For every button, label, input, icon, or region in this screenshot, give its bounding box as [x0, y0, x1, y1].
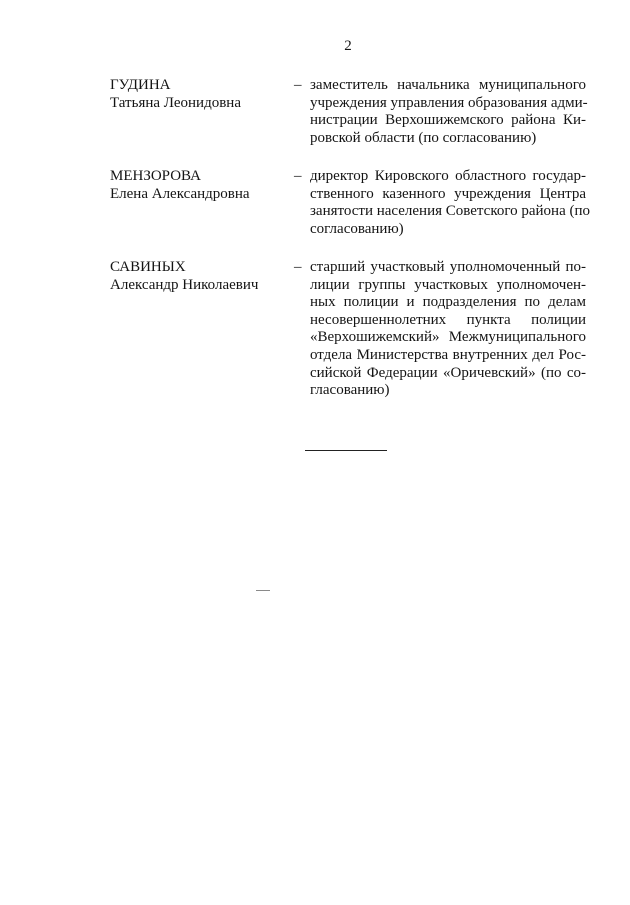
member-surname: САВИНЫХ: [110, 259, 186, 275]
position-line: согласованию): [310, 220, 404, 237]
dash-separator: –: [294, 168, 302, 184]
member-given-names: Татьяна Леонидовна: [110, 94, 241, 111]
member-surname: МЕНЗОРОВА: [110, 168, 201, 184]
position-line: гласованию): [310, 382, 390, 399]
member-given-names: Елена Александровна: [110, 185, 250, 202]
member-position: [310, 77, 586, 147]
dash-separator: –: [294, 77, 302, 93]
member-name: [110, 168, 285, 203]
page-number: 2: [344, 38, 352, 54]
position-line: лиции группы участковых уполномочен-: [310, 276, 586, 293]
position-line: сийской Федерации «Оричевский» (по со-: [310, 364, 586, 381]
member-surname: ГУДИНА: [110, 77, 171, 93]
position-line: ных полиции и подразделения по делам: [310, 294, 586, 311]
position-line: отдела Министерства внутренних дел Рос-: [310, 346, 586, 363]
position-line: старший участковый уполномоченный по-: [310, 259, 586, 275]
position-line: учреждения управления образования адми-: [310, 94, 588, 111]
member-name: [110, 259, 285, 294]
position-line: нистрации Верхошижемского района Ки-: [310, 112, 586, 129]
position-line: несовершеннолетних пункта полиции: [310, 311, 586, 328]
member-given-names: Александр Николаевич: [110, 276, 259, 293]
position-line: ровской области (по согласованию): [310, 129, 537, 146]
position-line: занятости населения Советского района (по: [310, 203, 591, 220]
member-position: [310, 168, 591, 238]
member-position: [310, 259, 586, 400]
scan-mark: [256, 590, 270, 591]
position-line: заместитель начальника муниципального: [310, 77, 586, 93]
position-line: ственного казенного учреждения Центра: [310, 185, 586, 202]
position-line: «Верхошижемский» Межмуниципального: [310, 329, 586, 346]
closing-rule: [305, 450, 387, 451]
position-line: директор Кировского областного государ-: [310, 168, 586, 184]
member-name: [110, 77, 285, 112]
dash-separator: –: [294, 259, 302, 275]
